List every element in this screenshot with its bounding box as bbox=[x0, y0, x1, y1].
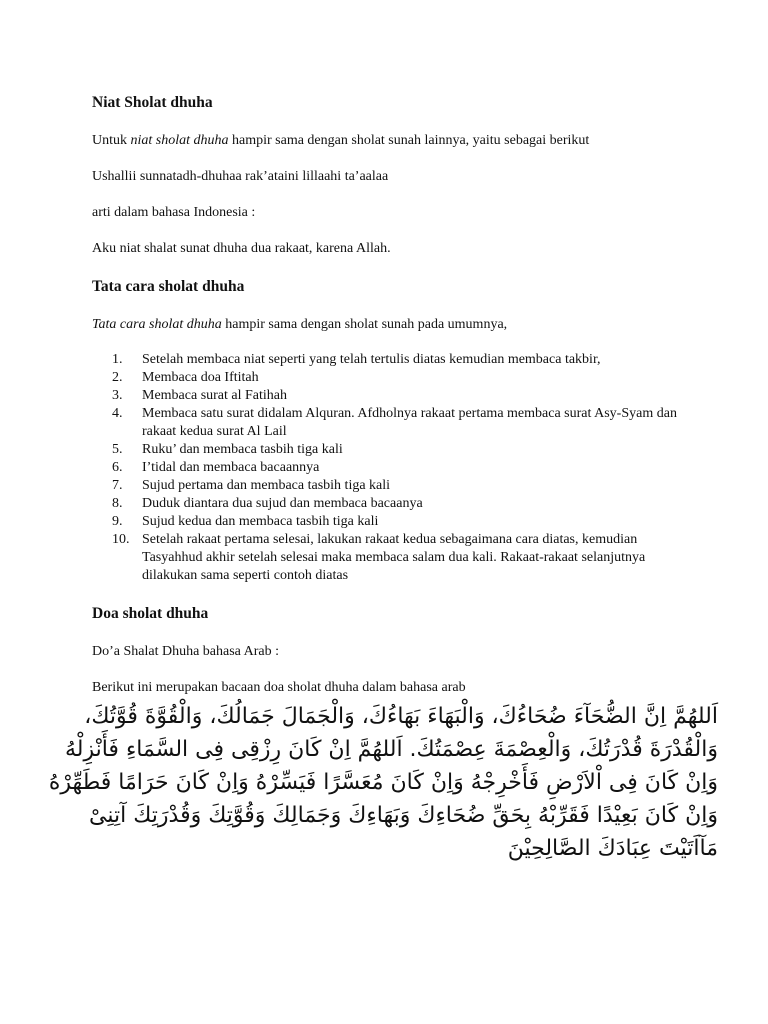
arabic-line: وَالْقُدْرَةَ قُدْرَتُكَ، وَالْعِصْمَةَ عِصْمَتُكَ. اَللهُمَّ اِنْ كَانَ رِزْقِى فِى السَّمَاءِ فَأَنْزِلْهُ bbox=[64, 737, 718, 762]
list-item bbox=[112, 495, 692, 513]
niat-latin: Ushallii sunnatadh-dhuhaa rak’ataini lillaahi ta’aalaa bbox=[92, 169, 389, 184]
arabic-line: وَاِنْ كَانَ بَعِيْدًا فَقَرِّبْهُ بِحَقِّ ضُحَاءِكَ وَبَهَاءِكَ وَجَمَالِكَ وَقُوَّتِكَ وَقُدْرَتِكَ آتِنِىْ bbox=[89, 803, 718, 828]
list-item-number: 7. bbox=[112, 478, 123, 493]
arabic-line: مَآاَتَيْتَ عِبَادَكَ الصَّالِحِيْنَ bbox=[507, 836, 718, 861]
list-item-text: Sujud kedua dan membaca tasbih tiga kali bbox=[142, 514, 379, 529]
doa-intro: Berikut ini merupakan bacaan doa sholat dhuha dalam bahasa arab bbox=[92, 680, 466, 695]
list-item bbox=[112, 351, 692, 369]
list-item bbox=[112, 531, 692, 585]
niat-intro-prefix: Untuk bbox=[92, 133, 131, 148]
doa-label: Do’a Shalat Dhuha bahasa Arab : bbox=[92, 644, 279, 659]
list-item-text: Membaca doa Iftitah bbox=[142, 370, 259, 385]
list-item-number: 2. bbox=[112, 370, 123, 385]
list-item-text: Membaca surat al Fatihah bbox=[142, 388, 288, 403]
tata-cara-intro bbox=[92, 316, 692, 334]
niat-intro-suffix: hampir sama dengan sholat sunah lainnya, yaitu sebagai berikut bbox=[228, 133, 590, 148]
list-item-number: 6. bbox=[112, 460, 123, 475]
document-page bbox=[92, 93, 692, 697]
arti-label: arti dalam bahasa Indonesia : bbox=[92, 205, 256, 220]
list-item bbox=[112, 369, 692, 387]
list-item-text: Setelah rakaat pertama selesai, lakukan rakaat kedua sebagaimana cara diatas, kemudian Tasyahhud akhir setelah selesai maka membaca salam dua kali. Rakaat-rakaat selanjutnya dilakukan sama seperti contoh diatas bbox=[142, 532, 646, 583]
niat-intro-italic: niat sholat dhuha bbox=[130, 133, 229, 148]
tata-cara-intro-suffix: hampir sama dengan sholat sunah pada umumnya, bbox=[221, 317, 508, 332]
list-item-number: 5. bbox=[112, 442, 123, 457]
arabic-line: وَاِنْ كَانَ فِى اْلاَرْضِ فَأَخْرِجْهُ وَاِنْ كَانَ مُعَسَّرًا فَيَسِّرْهُ وَاِنْ كَانَ حَرَامًا فَطَهِّرْهُ bbox=[48, 770, 718, 795]
steps-list bbox=[112, 351, 692, 585]
heading-niat: Niat Sholat dhuha bbox=[92, 94, 213, 111]
niat-intro bbox=[92, 132, 692, 150]
tata-cara-intro-italic: Tata cara sholat dhuha bbox=[92, 317, 222, 332]
list-item-text: Sujud pertama dan membaca tasbih tiga kali bbox=[142, 478, 391, 493]
list-item bbox=[112, 513, 692, 531]
list-item-text: Duduk diantara dua sujud dan membaca bacaanya bbox=[142, 496, 423, 511]
list-item bbox=[112, 405, 692, 441]
heading-tata-cara: Tata cara sholat dhuha bbox=[92, 278, 245, 295]
list-item-text: Membaca satu surat didalam Alquran. Afdholnya rakaat pertama membaca surat Asy-Syam dan rakaat kedua surat Al Lail bbox=[142, 406, 677, 439]
list-item bbox=[112, 441, 692, 459]
list-item bbox=[112, 387, 692, 405]
arabic-line: اَللهُمَّ اِنَّ الضُّحَآءَ ضُحَاءُكَ، وَالْبَهَاءَ بَهَاءُكَ، وَالْجَمَالَ جَمَالُكَ، وَالْقُوَّةَ قُوَّتُكَ، bbox=[84, 704, 718, 729]
niat-translation: Aku niat shalat sunat dhuha dua rakaat, karena Allah. bbox=[92, 241, 391, 256]
list-item-text: I’tidal dan membaca bacaannya bbox=[142, 460, 320, 475]
list-item bbox=[112, 459, 692, 477]
list-item-number: 8. bbox=[112, 496, 123, 511]
list-item-text: Setelah membaca niat seperti yang telah tertulis diatas kemudian membaca takbir, bbox=[142, 352, 601, 367]
list-item-number: 10. bbox=[112, 532, 130, 547]
arabic-prayer-text bbox=[48, 700, 718, 865]
list-item-number: 9. bbox=[112, 514, 123, 529]
list-item-number: 4. bbox=[112, 406, 123, 421]
list-item-text: Ruku’ dan membaca tasbih tiga kali bbox=[142, 442, 343, 457]
list-item bbox=[112, 477, 692, 495]
list-item-number: 3. bbox=[112, 388, 123, 403]
heading-doa: Doa sholat dhuha bbox=[92, 605, 209, 622]
list-item-number: 1. bbox=[112, 352, 123, 367]
